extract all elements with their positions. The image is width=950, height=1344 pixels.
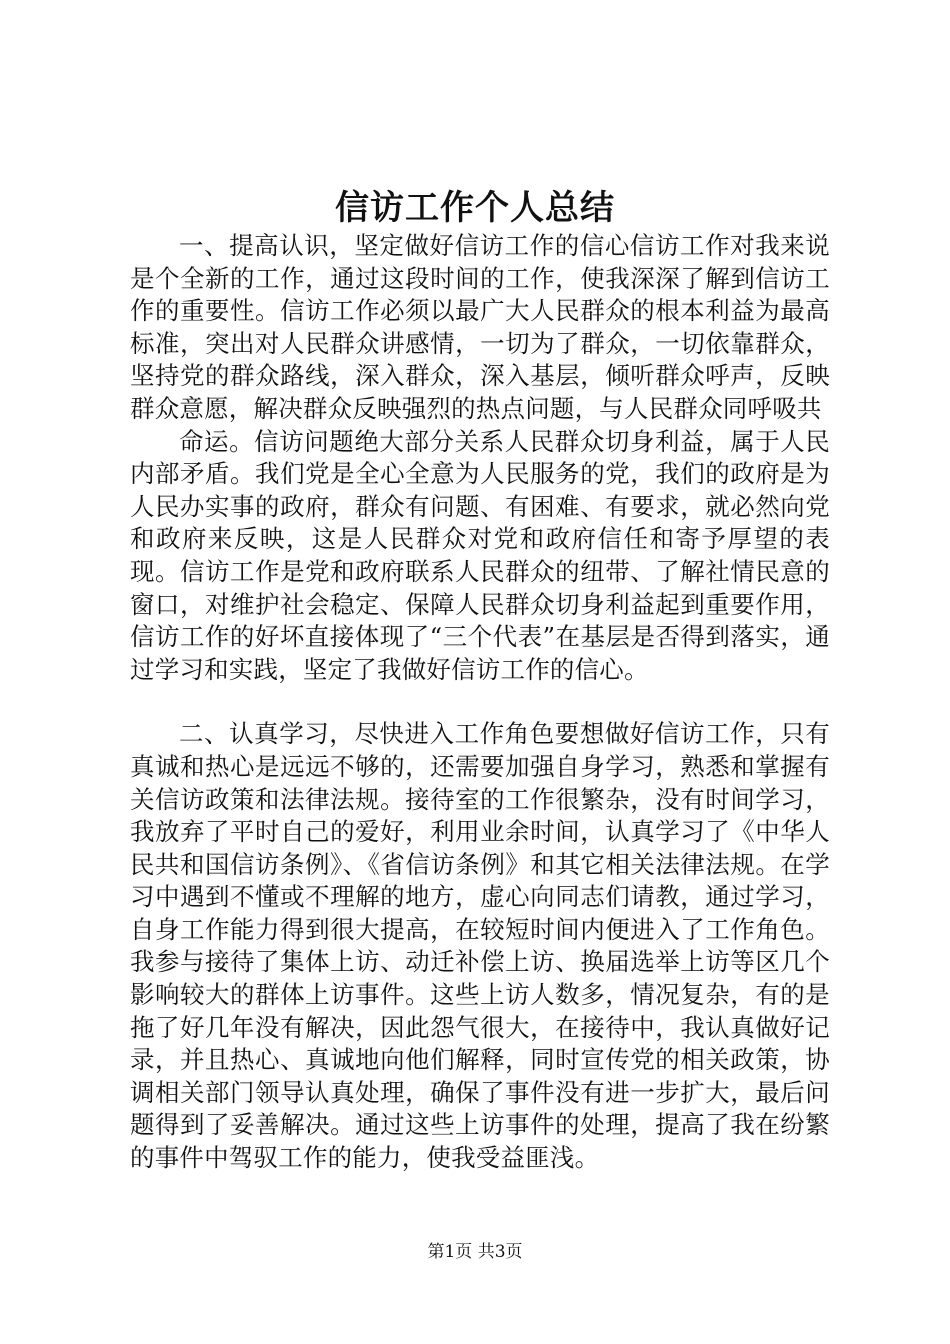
paragraph-2: 命运。信访问题绝大部分关系人民群众切身利益，属于人民内部矛盾。我们党是全心全意为人民服务的党，我们的政府是为人民办实事的政府，群众有问题、有困难、有要求，就必然向党和政府来反映，这是人民群众对党和政府信任和寄予厚望的表现。信访工作是党和政府联系人民群众的纽带、了解社情民意的窗口，对维护社会稳定、保障人民群众切身利益起到重要作用，信访工作的好坏直接体现了“三个代表”在基层是否得到落实，通过学习和实践，坚定了我做好信访工作的信心。 [130,426,830,684]
document-body [130,230,830,1175]
paragraph-1: 一、提高认识，坚定做好信访工作的信心信访工作对我来说是个全新的工作，通过这段时间的工作，使我深深了解到信访工作的重要性。信访工作必须以最广大人民群众的根本利益为最高标准，突出对人民群众讲感情，一切为了群众，一切依靠群众，坚持党的群众路线，深入群众，深入基层，倾听群众呼声，反映群众意愿，解决群众反映强烈的热点问题，与人民群众同呼吸共 [130,231,830,423]
page-footer: 第1页 共3页 [427,1242,523,1262]
document-title: 信访工作个人总结 [335,188,615,228]
paragraph-3: 二、认真学习，尽快进入工作角色要想做好信访工作，只有真诚和热心是远远不够的，还需要加强自身学习，熟悉和掌握有关信访政策和法律法规。接待室的工作很繁杂，没有时间学习，我放弃了平时自己的爱好，利用业余时间，认真学习了《中华人民共和国信访条例》、《省信访条例》和其它相关法律法规。在学习中遇到不懂或不理解的地方，虚心向同志们请教，通过学习，自身工作能力得到很大提高，在较短时间内便进入了工作角色。我参与接待了集体上访、动迁补偿上访、换届选举上访等区几个影响较大的群体上访事件。这些上访人数多，情况复杂，有的是拖了好几年没有解决，因此怨气很大，在接待中，我认真做好记录，并且热心、真诚地向他们解释，同时宣传党的相关政策，协调相关部门领导认真处理，确保了事件没有进一步扩大，最后问题得到了妥善解决。通过这些上访事件的处理，提高了我在纷繁的事件中驾驭工作的能力，使我受益匪浅。 [130,719,830,1173]
